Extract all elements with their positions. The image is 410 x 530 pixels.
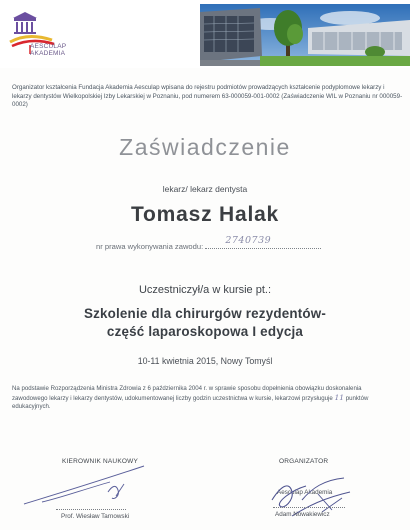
logo-line-2: AKADEMIA xyxy=(30,50,66,57)
logo-line-1: AESCULAP xyxy=(30,43,67,50)
license-number-line xyxy=(96,235,321,251)
license-label: nr prawa wykonywania zawodu: xyxy=(96,242,204,251)
education-points-handwritten: 11 xyxy=(334,392,344,402)
license-number-handwritten: 2740739 xyxy=(225,235,272,246)
legal-text-after: punktów edukacyjnych. xyxy=(12,394,369,411)
header xyxy=(0,0,410,68)
course-title-line-2: część laparoskopowa I edycja xyxy=(106,324,304,339)
organizer-name: Adam Nowakiewicz xyxy=(275,511,330,518)
building-photo xyxy=(200,4,410,66)
scientific-director-name: Prof. Wiesław Tarnowski xyxy=(61,513,130,520)
course-date-location: 10-11 kwietnia 2015, Nowy Tomyśl xyxy=(137,356,273,366)
legal-basis-text xyxy=(12,385,396,412)
organizer-intro-text: Organizator kształcenia Fundacja Akademia Aesculap wpisana do rejestru podmiotów prowadzących kształcenie podyplomowe lekarzy i lekarzy dentystów Wielkopolskiej Izby Lekarskiej w Poznaniu, pod numerem 63-000059-001-0002 (Zaświadczenie WIL w Poznaniu nr 000059-0002) xyxy=(12,84,403,109)
recipient-role: lekarz/ lekarz dentysta xyxy=(162,184,248,194)
organizer-signature-line xyxy=(273,507,345,508)
course-title-line-1: Szkolenie dla chirurgów rezydentów- xyxy=(83,306,327,321)
organizer-label: ORGANIZATOR xyxy=(279,458,329,465)
logo-text xyxy=(30,43,66,57)
participation-statement: Uczestniczył/a w kursie pt.: xyxy=(138,284,272,296)
organizer-institution: Aesculap Akademia xyxy=(277,489,333,496)
legal-text-before: Na podstawie Rozporządzenia Ministra Zdrowia z 6 października 2004 r. w sprawie sposobu dopełnienia obowiązku doskonalenia zawodowego lekarzy i lekarzy dentystów, udokumentowanej liczby godzin uczestnictwa w kursie, lekarzowi przysługuje xyxy=(12,385,362,402)
scientific-director-label: KIEROWNIK NAUKOWY xyxy=(62,458,138,465)
course-title xyxy=(0,305,410,341)
license-dotted-field xyxy=(205,235,321,249)
scientific-director-signature-line xyxy=(56,509,126,510)
recipient-name: Tomasz Halak xyxy=(130,203,280,226)
certificate-title: Zaświadczenie xyxy=(119,134,291,160)
scientific-director-signature-icon xyxy=(20,462,150,508)
